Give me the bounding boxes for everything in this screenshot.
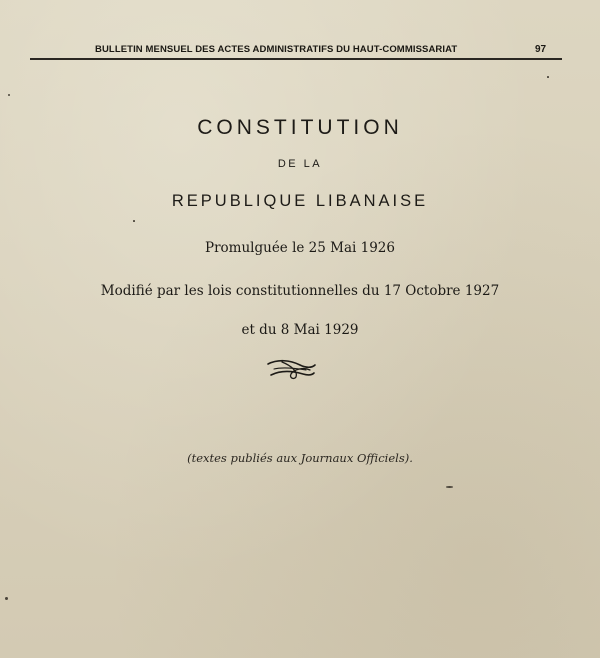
promulgation-line: Promulguée le 25 Mai 1926 [205,240,395,256]
ornament-flourish-icon [264,356,318,382]
paper-speck [547,76,549,78]
paper-speck [5,597,8,600]
paper-speck [8,94,10,96]
title-connector: DE LA [277,158,323,170]
paper-speck [446,486,453,488]
paper-speck [133,220,135,222]
running-head: BULLETIN MENSUEL DES ACTES ADMINISTRATIFS DU HAUT-COMMISSARIAT [95,44,458,55]
page-number: 97 [535,44,547,55]
modification-line: Modifié par les lois constitutionnelles du 17 Octobre 1927 [100,283,500,299]
title-subject: REPUBLIQUE LIBANAISE [171,192,429,210]
header-rule [30,58,562,60]
second-modification-line: et du 8 Mai 1929 [241,322,359,338]
document-title: CONSTITUTION [197,116,403,139]
publication-note: (textes publiés aux Journaux Officiels). [187,451,413,465]
